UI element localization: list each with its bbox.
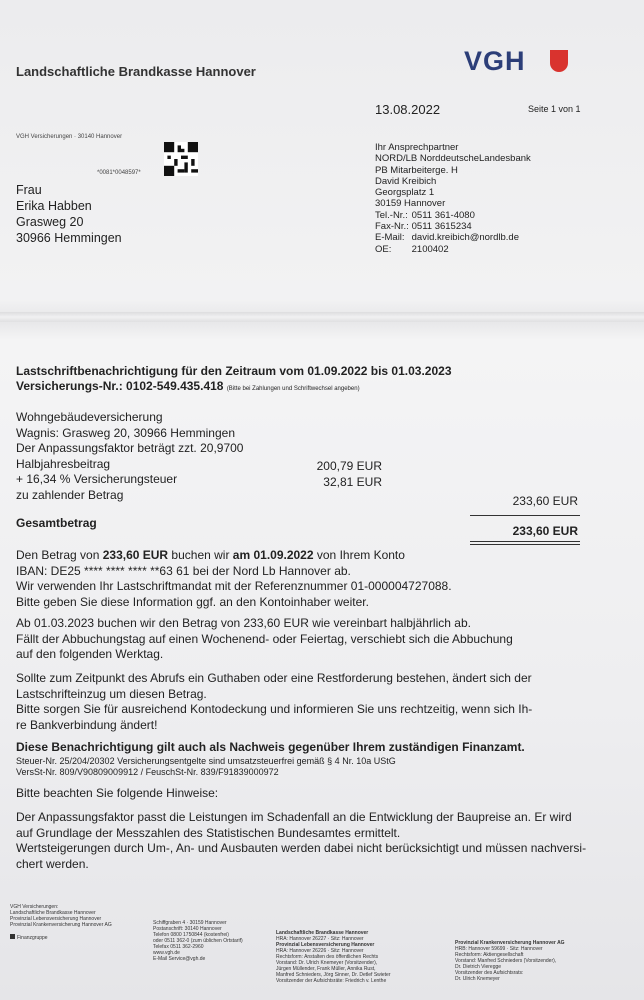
policy-number-note: (Bitte bei Zahlungen und Schriftwechsel angeben) [226,386,360,392]
balance-line-1: Sollte zum Zeitpunkt des Abrufs ein Guthaben oder eine Restforderung bestehen, ändert sich der [16,671,532,685]
tax-label: + 16,34 % Versicherungsteuer [16,472,178,486]
contact-city: 30159 Hannover [375,198,446,210]
total-label: Gesamtbetrag [16,516,97,530]
contact-tel: Tel.-Nr.: 0511 361-4080 [375,209,475,221]
footer-col-1: VGH Versicherungen: Landschaftliche Brandkasse Hannover Provinzial Lebensversicherung Hannover Provinzial Krankenversicherung Hannover AG Finanzgruppe [10,904,112,941]
recipient-street: Grasweg 20 [16,215,84,229]
contact-name: David Kreibich [375,175,437,187]
schedule-paragraph [16,616,513,663]
payment-line-3: Wir verwenden Ihr Lastschriftmandat mit der Referenznummer 01-000004727088. [16,579,452,593]
factor-line-4: chert werden. [16,856,89,871]
notes-heading: Bitte beachten Sie folgende Hinweise: [16,786,219,800]
due-label: zu zahlender Betrag [16,487,124,502]
balance-line-4: re Bankverbindung ändert! [16,717,158,732]
schedule-line-2: Fällt der Abbuchungstag auf einen Wochenend- oder Feiertag, verschiebt sich die Abbuchung [16,631,513,646]
contact-oe: OE: 2100402 [375,243,449,255]
paper-fold [0,312,644,322]
premium-label: Halbjahresbeitrag [16,456,111,471]
due-amount: 233,60 EUR [512,494,578,508]
payment-line-2: IBAN: DE25 **** **** **** **63 61 bei der Nord Lb Hannover ab. [16,563,351,578]
barcode-number: *0081*0048597* [97,170,141,176]
total-rule-1 [470,541,580,542]
sender-line: VGH Versicherungen · 30140 Hannover [16,134,123,140]
policy-number: Versicherungs-Nr.: 0102-549.435.418 (Bitte bei Zahlungen und Schriftwechsel angeben) [16,379,360,393]
contact-fax: Fax-Nr.: 0511 3615234 [375,221,472,233]
payment-line-1: Den Betrag von 233,60 EUR buchen wir am 01.09.2022 von Ihrem Konto [16,548,405,562]
schedule-line-1: Ab 01.03.2023 buchen wir den Betrag von 233,60 EUR wie vereinbart halbjährlich ab. [16,616,471,630]
recipient-salutation: Frau [16,183,42,197]
balance-line-2: Lastschrifteinzug um diesen Betrag. [16,686,207,701]
qr-code-icon [164,142,198,176]
schedule-line-3: auf den folgenden Werktag. [16,647,164,661]
contact-bank: NORD/LB NorddeutscheLandesbank [375,153,531,165]
footer-col-4: Provinzial Krankenversicherung Hannover AG HRB: Hannover 59699 · Sitz: Hannover Rechtsform: Aktiengesellschaft Vorstand: Manfred Schnieders (Vorsitzender), Dr. Dietrich Vieregge Vorsitzender des Aufsichtsrats: Dr. Ulrich Knemeyer [455,940,565,982]
payment-paragraph [16,548,452,610]
balance-paragraph [16,671,532,733]
horse-logo-icon [550,50,568,72]
factor-line-1: Der Anpassungsfaktor passt die Leistungen im Schadenfall an die Entwicklung der Baupreise an. Er wird [16,810,572,824]
tax-number-line: Steuer-Nr. 25/204/20302 Versicherungsentgelte sind umsatzsteuerfrei gemäß § 4 Nr. 10a UStG [16,756,396,766]
payment-line-4: Bitte geben Sie diese Information ggf. an den Kontoinhaber weiter. [16,594,369,609]
factor-line-2: auf Grundlage der Messzahlen des Statistischen Bundesamtes ermittelt. [16,825,401,840]
recipient-city: 30966 Hemmingen [16,231,122,245]
factor-explanation [16,810,586,872]
sum-rule [470,515,580,516]
contact-block [375,142,531,255]
premium-amount: 200,79 EUR [316,459,382,473]
contact-email[interactable]: E-Mail: david.kreibich@nordlb.de [375,232,519,244]
footer-col-3: Landschaftliche Brandkasse Hannover HRA: Hannover 26227 · Sitz: Hannover Provinzial Lebensversicherung Hannover HRA: Hannover 26226 · Sitz: Hannover Rechtsform: Anstalten des öffentlichen Rechts Vorstand: Dr. Ulrich Knemeyer (Vorsitzender), Jürgen Müllender, Frank Müller, Annika Rust, Manfred Schnieders, Jörg Sinner, Dr. Detlef Swieter Vorsitzender der Aufsichtsräte: Friedrich v. Lenthe [276,930,391,984]
total-rule-2 [470,544,580,545]
recipient-address [16,182,122,246]
policy-details [16,410,243,503]
insured-risk: Wagnis: Grasweg 20, 30966 Hemmingen [16,425,235,440]
factor-line-3: Wertsteigerungen durch Um-, An- und Ausbauten werden dabei nicht berücksichtigt und müssen nachversi- [16,841,587,855]
vgh-logo: VGH [464,46,526,76]
insurance-type: Wohngebäudeversicherung [16,410,163,424]
recipient-name: Erika Habben [16,199,92,213]
page-number: Seite 1 von 1 [528,104,581,114]
tax-proof-heading: Diese Benachrichtigung gilt auch als Nachweis gegenüber Ihrem zuständigen Finanzamt. [16,740,525,754]
notice-title: Lastschriftbenachrichtigung für den Zeitraum vom 01.09.2022 bis 01.03.2023 [16,364,452,378]
finanzgruppe-icon [10,934,15,939]
letter-date: 13.08.2022 [375,102,441,117]
contact-dept: PB Mitarbeiterge. H [375,164,458,176]
contact-heading: Ihr Ansprechpartner [375,142,459,153]
balance-line-3: Bitte sorgen Sie für ausreichend Kontodeckung und informieren Sie uns rechtzeitig, wenn sich Ih- [16,702,533,716]
footer-col-2: Schiffgraben 4 · 30159 Hannover Postanschrift: 30140 Hannover Telefon 0800 1750844 (kostenfrei) oder 0511 362-0 (zum üblichen Ortstarif) Telefax 0511 362-2960 www.vgh.de E-Mail Service@vgh.de [153,920,243,962]
adjustment-factor: Der Anpassungsfaktor beträgt zzt. 20,9700 [16,441,244,455]
insurance-tax-number-line: VersSt-Nr. 809/V90809009912 / FeuschSt-Nr. 839/F91839000972 [16,767,279,777]
tax-amount: 32,81 EUR [323,475,382,489]
contact-street: Georgsplatz 1 [375,187,435,199]
total-amount: 233,60 EUR [512,524,578,538]
company-name: Landschaftliche Brandkasse Hannover [16,64,256,79]
